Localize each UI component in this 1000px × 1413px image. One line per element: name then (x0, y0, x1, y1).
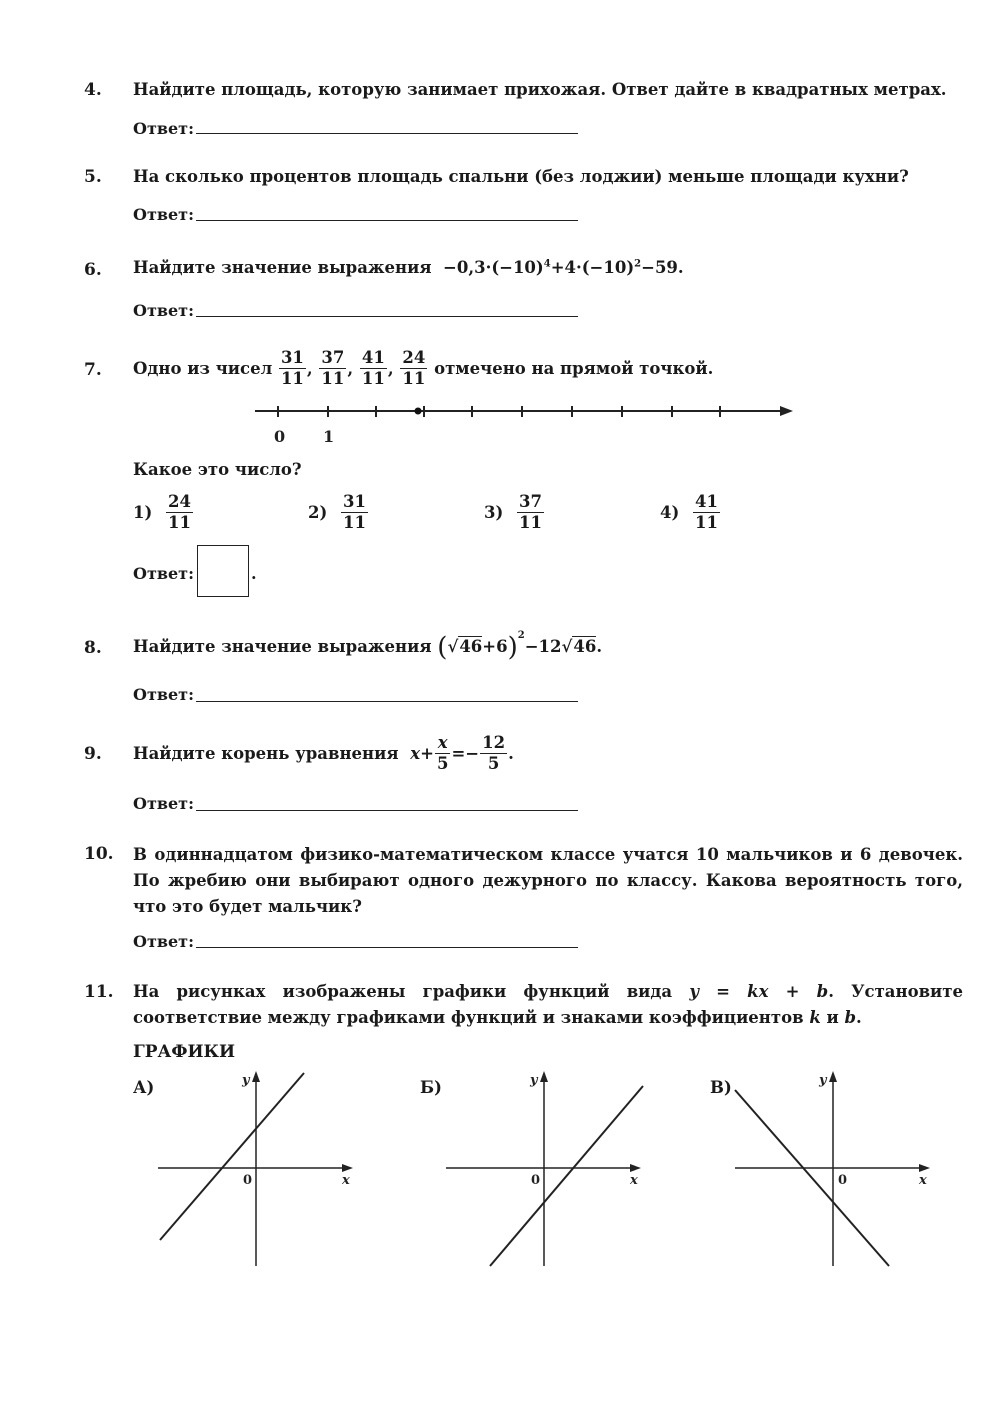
q10-text: В одиннадцатом физико-математическом классе учатся 10 мальчиков и 6 девочек. По жребию они выбирают одного дежурного по классу. Какова вероятность того, что это будет мальчик? (133, 845, 963, 916)
q11-formula: y = kx + b (689, 982, 829, 1001)
q9-fraction-rhs: $\frac{12}{5}$ (482, 733, 506, 773)
q9-eq: =− (451, 744, 480, 763)
q7-option-2[interactable]: 2) $\frac{31}{11}$ (308, 492, 367, 532)
graph-c-origin: 0 (838, 1173, 848, 1188)
q8-answer-label: Ответ: (133, 685, 194, 704)
q7-option-3[interactable]: 3) $\frac{37}{11}$ (484, 492, 543, 532)
q7-question: Какое это число? (133, 460, 302, 479)
graph-b (438, 1068, 648, 1273)
q7-fraction-3: $\frac{41}{11}$ (361, 348, 385, 388)
q7-number-line (250, 398, 800, 448)
q7-fraction-1: $\frac{31}{11}$ (280, 348, 304, 388)
q9-plus: + (420, 744, 434, 763)
q8-exp: 2 (517, 630, 525, 641)
q8-plus6: +6 (482, 637, 508, 656)
q6-answer-label: Ответ: (133, 301, 194, 320)
q4-text: Найдите площадь, которую занимает прихожая. Ответ дайте в квадратных метрах. (133, 80, 947, 99)
q4-number: 4. (84, 80, 102, 100)
q7-intro: Одно из чисел (133, 359, 273, 378)
q9-fraction-x: $\frac{x}{5}$ (436, 733, 449, 773)
graph-b-label: Б) (420, 1078, 442, 1097)
q7-answer-label: Ответ: (133, 564, 194, 583)
graph-a-label: А) (133, 1078, 155, 1097)
q6-text: Найдите значение выражения (133, 258, 432, 277)
q8-sqrt-2: 46 (573, 637, 597, 656)
q6-expr-c: −59 (641, 258, 678, 277)
q7-answer-tail: . (251, 564, 257, 583)
graph-b-x-label: x (630, 1173, 638, 1188)
q7-marked-point (415, 408, 422, 415)
graphs-heading: ГРАФИКИ (133, 1042, 236, 1062)
q8-number: 8. (84, 638, 102, 658)
q8-answer-field[interactable] (196, 701, 578, 702)
q9-x: x (410, 744, 421, 763)
q11-b: b (844, 1008, 857, 1027)
q6-answer-field[interactable] (196, 316, 578, 317)
q9-number: 9. (84, 744, 102, 764)
q8-sqrt-1: 46 (459, 637, 483, 656)
graph-c (727, 1068, 937, 1273)
q7-option-1[interactable]: 1) $\frac{24}{11}$ (133, 492, 192, 532)
graph-a-y-label: y (242, 1073, 250, 1088)
q7-axis-label-0: 0 (274, 427, 286, 446)
q9-line (133, 733, 514, 774)
q7-option-4[interactable]: 4) $\frac{41}{11}$ (660, 492, 719, 532)
q8-tail: . (596, 637, 603, 656)
q4-answer-field[interactable] (196, 133, 578, 134)
q9-tail: . (508, 744, 514, 763)
q10-number: 10. (84, 844, 114, 864)
graph-c-y-label: y (819, 1073, 827, 1088)
q11-k: k (809, 1008, 821, 1027)
q7-fraction-4: $\frac{24}{11}$ (402, 348, 426, 388)
q6-expr-a: −0,3·(−10) (443, 258, 544, 277)
q8-line (133, 630, 602, 663)
q7-answer-box[interactable] (197, 545, 249, 597)
q6-expression (437, 258, 683, 277)
q10-answer-field[interactable] (196, 947, 578, 948)
q8-text: Найдите значение выражения (133, 636, 432, 656)
q7-outro: отмечено на прямой точкой. (434, 359, 714, 378)
graph-a-line (160, 1073, 304, 1240)
graph-b-origin: 0 (531, 1173, 541, 1188)
graph-a-x-label: x (342, 1173, 350, 1188)
graph-c-x-label: x (919, 1173, 927, 1188)
graph-c-label: В) (710, 1078, 732, 1097)
q4-answer-label: Ответ: (133, 119, 194, 138)
q6-exp-b: 2 (634, 258, 642, 270)
graph-a-origin: 0 (243, 1173, 253, 1188)
q6-number: 6. (84, 260, 102, 280)
q8-minus: −12 (524, 637, 562, 656)
q6-tail: . (677, 258, 684, 277)
q11-text: На рисунках изображены графики функций вида y = kx + b. Установите соответствие между графиками функций и знаками коэффициентов k и b. (133, 982, 963, 1027)
q7-number: 7. (84, 360, 102, 380)
q7-fraction-2: $\frac{37}{11}$ (321, 348, 345, 388)
q5-answer-field[interactable] (196, 220, 578, 221)
graph-c-line (735, 1090, 889, 1266)
q11-number: 11. (84, 982, 114, 1002)
q5-number: 5. (84, 167, 102, 187)
q8-expression: $(√46+6)^2-12√46$. (437, 630, 603, 663)
graph-b-line (490, 1086, 643, 1266)
graph-a (150, 1068, 360, 1273)
q9-answer-field[interactable] (196, 810, 578, 811)
q6-expr-b: +4·(−10) (550, 258, 635, 277)
q6-exp-a: 4 (543, 258, 551, 270)
q7-line: Одно из чисел $\frac{31}{11}$ , $\frac{37}{11}$ , $\frac{41}{11}$ , $\frac{24}{11}$ отмечено на прямой точкой. (133, 348, 714, 388)
q5-answer-label: Ответ: (133, 205, 194, 224)
q7-axis-label-1: 1 (323, 427, 335, 446)
graph-b-y-label: y (530, 1073, 538, 1088)
q9-answer-label: Ответ: (133, 794, 194, 813)
q10-answer-label: Ответ: (133, 932, 194, 951)
q6-line (133, 258, 684, 277)
q9-text: Найдите корень уравнения (133, 744, 399, 763)
q5-text: На сколько процентов площадь спальни (без лоджии) меньше площади кухни? (133, 167, 909, 186)
